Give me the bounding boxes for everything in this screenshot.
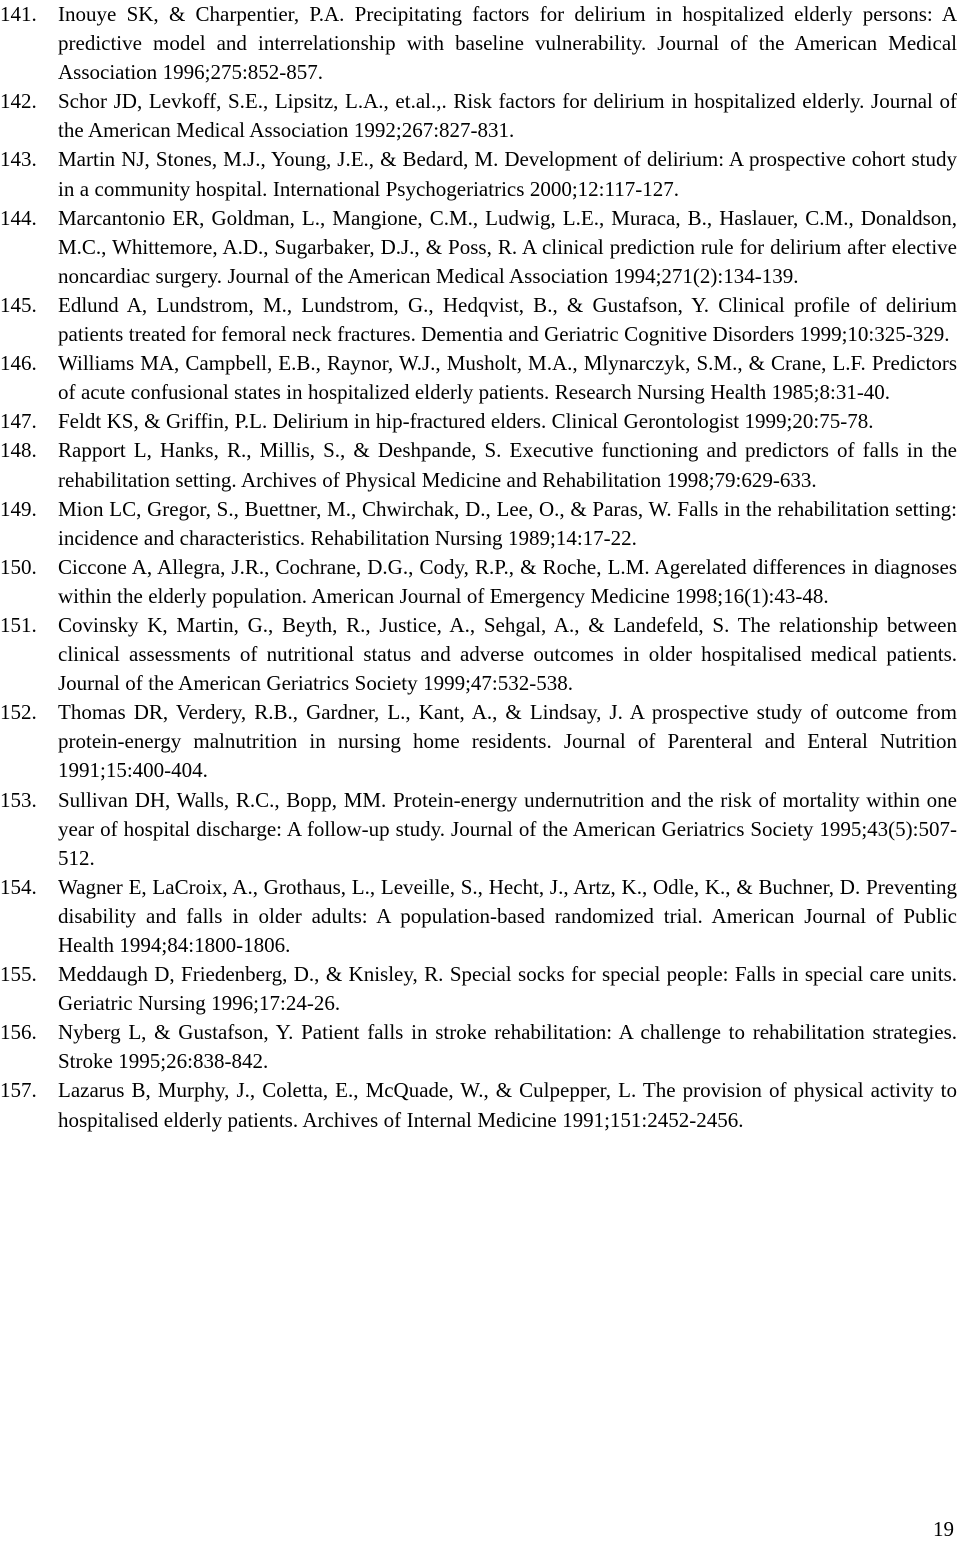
reference-entry-153 [0, 786, 957, 873]
reference-text: Feldt KS, & Griffin, P.L. Delirium in hip-fractured elders. Clinical Gerontologist 1999;20:75-78. [58, 409, 874, 434]
reference-text: Schor JD, Levkoff, S.E., Lipsitz, L.A., et.al.,. Risk factors for delirium in hospitalized elderly. Journal of the American Medical Association 1992;267:827-831. [58, 89, 957, 143]
reference-number: 142. [0, 89, 37, 114]
reference-entry-152 [0, 698, 957, 785]
reference-entry-151 [0, 611, 957, 698]
reference-entry-142 [0, 87, 957, 145]
reference-entry-155 [0, 960, 957, 1018]
reference-number: 154. [0, 874, 37, 899]
reference-number: 147. [0, 409, 37, 434]
reference-text: Nyberg L, & Gustafson, Y. Patient falls in stroke rehabilitation: A challenge to rehabilitation strategies. Stroke 1995;26:838-842. [58, 1020, 957, 1074]
reference-number: 148. [0, 438, 37, 463]
reference-number: 144. [0, 205, 37, 230]
reference-text: Sullivan DH, Walls, R.C., Bopp, MM. Protein-energy undernutrition and the risk of mortality within one year of hospital discharge: A follow-up study. Journal of the American Geriatrics Society 1995;43(5):507-512. [58, 787, 957, 870]
reference-entry-156 [0, 1018, 957, 1076]
reference-number: 156. [0, 1020, 37, 1045]
reference-number: 143. [0, 147, 37, 172]
reference-text: Inouye SK, & Charpentier, P.A. Precipitating factors for delirium in hospitalized elderly persons: A predictive model and interrelationship with baseline vulnerability. Journal of the American Medical Association 1996;275:852-857. [58, 2, 957, 85]
reference-text: Martin NJ, Stones, M.J., Young, J.E., & Bedard, M. Development of delirium: A prospective cohort study in a community hospital. International Psychogeriatrics 2000;12:117-127. [58, 147, 957, 201]
reference-entry-149 [0, 495, 957, 553]
reference-text: Ciccone A, Allegra, J.R., Cochrane, D.G., Cody, R.P., & Roche, L.M. Agerelated differences in diagnoses within the elderly population. American Journal of Emergency Medicine 1998;16(1):43-48. [58, 554, 957, 608]
reference-text: Rapport L, Hanks, R., Millis, S., & Deshpande, S. Executive functioning and predictors of falls in the rehabilitation setting. Archives of Physical Medicine and Rehabilitation 1998;79:629-633. [58, 438, 957, 492]
reference-number: 157. [0, 1078, 37, 1103]
reference-number: 151. [0, 612, 37, 637]
reference-text: Marcantonio ER, Goldman, L., Mangione, C.M., Ludwig, L.E., Muraca, B., Haslauer, C.M., Donaldson, M.C., Whittemore, A.D., Sugarbaker, D.J., & Poss, R. A clinical prediction rule for delirium after elective noncardiac surgery. Journal of the American Medical Association 1994;271(2):134-139. [58, 205, 957, 288]
reference-number: 150. [0, 554, 37, 579]
reference-text: Williams MA, Campbell, E.B., Raynor, W.J., Musholt, M.A., Mlynarczyk, S.M., & Crane, L.F. Predictors of acute confusional states in hospitalized elderly patients. Research Nursing Health 1985;8:31-40. [58, 351, 957, 405]
reference-entry-141 [0, 0, 957, 87]
reference-entry-157 [0, 1076, 957, 1134]
reference-entry-144 [0, 204, 957, 291]
reference-entry-150 [0, 553, 957, 611]
reference-number: 152. [0, 700, 37, 725]
reference-text: Mion LC, Gregor, S., Buettner, M., Chwirchak, D., Lee, O., & Paras, W. Falls in the rehabilitation setting: incidence and characteristics. Rehabilitation Nursing 1989;14:17-22. [58, 496, 957, 550]
reference-number: 141. [0, 2, 37, 26]
reference-text: Edlund A, Lundstrom, M., Lundstrom, G., Hedqvist, B., & Gustafson, Y. Clinical profile of delirium patients treated for femoral neck fractures. Dementia and Geriatric Cognitive Disorders 1999;10:325-329. [58, 292, 957, 347]
reference-text: Thomas DR, Verdery, R.B., Gardner, L., Kant, A., & Lindsay, J. A prospective study of outcome from protein-energy malnutrition in nursing home residents. Journal of Parenteral and Enteral Nutrition 1991;15:400-404. [58, 700, 957, 783]
reference-entry-147 [0, 407, 957, 436]
reference-text: Wagner E, LaCroix, A., Grothaus, L., Leveille, S., Hecht, J., Artz, K., Odle, K., & Buchner, D. Preventing disability and falls in older adults: A population-based randomized trial. American Journal of Public Health 1994;84:1800-1806. [58, 874, 957, 957]
reference-number: 155. [0, 962, 37, 987]
reference-entry-145 [0, 291, 957, 349]
reference-entry-154 [0, 873, 957, 960]
reference-entry-148 [0, 436, 957, 494]
reference-number: 153. [0, 787, 37, 812]
page-number: 19 [933, 1517, 954, 1541]
reference-number: 145. [0, 292, 37, 317]
reference-number: 146. [0, 351, 37, 376]
reference-entry-143 [0, 145, 957, 203]
reference-number: 149. [0, 496, 37, 521]
reference-text: Lazarus B, Murphy, J., Coletta, E., McQuade, W., & Culpepper, L. The provision of physical activity to hospitalised elderly patients. Archives of Internal Medicine 1991;151:2452-2456. [58, 1078, 957, 1132]
reference-entry-146 [0, 349, 957, 407]
reference-text: Covinsky K, Martin, G., Beyth, R., Justice, A., Sehgal, A., & Landefeld, S. The relationship between clinical assessments of nutritional status and adverse outcomes in older hospitalised medical patients. Journal of the American Geriatrics Society 1999;47:532-538. [58, 612, 957, 696]
reference-text: Meddaugh D, Friedenberg, D., & Knisley, R. Special socks for special people: Falls in special care units. Geriatric Nursing 1996;17:24-26. [58, 962, 957, 1016]
